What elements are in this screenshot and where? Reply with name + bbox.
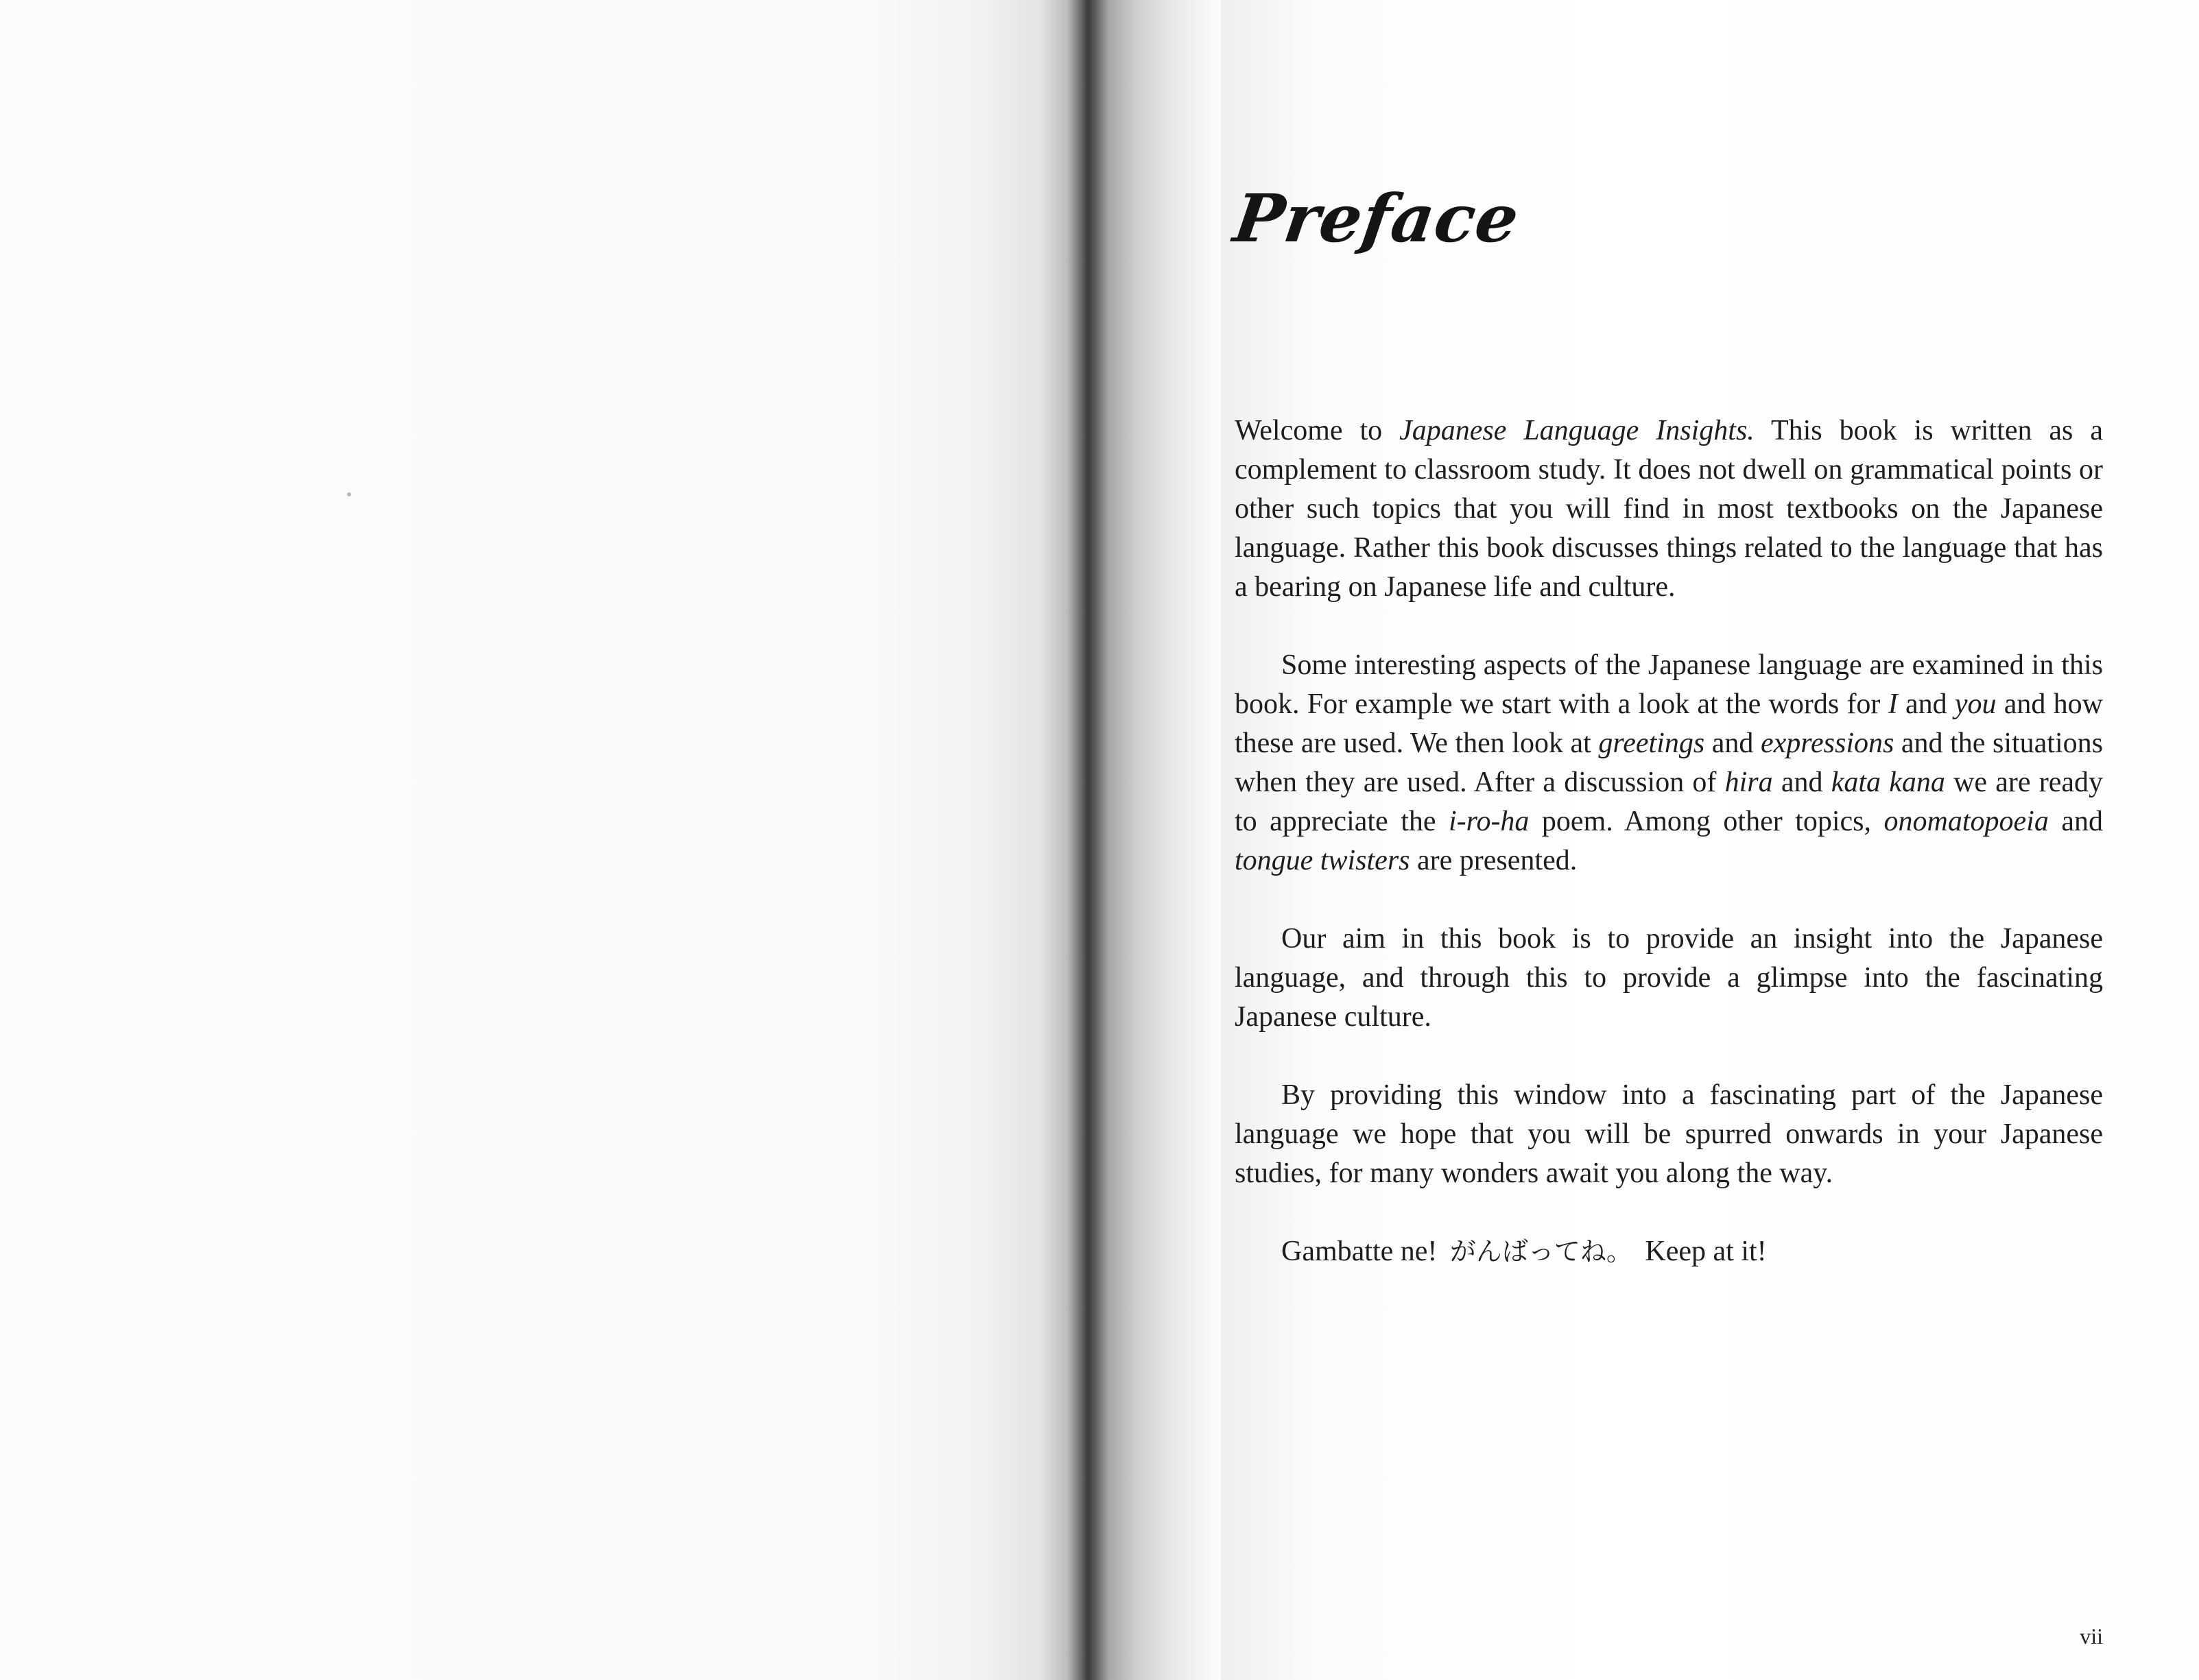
text-segment: we are ready to appreciate the [1235, 767, 2104, 837]
italic-term: you [1954, 688, 1997, 720]
book-gutter-shadow [988, 0, 1221, 1680]
page-number: vii [2080, 1624, 2103, 1648]
italic-term: greetings [1598, 728, 1705, 759]
text-segment: and [1772, 767, 1831, 798]
blank-left-page [0, 0, 1070, 1680]
italic-term: hira [1724, 767, 1773, 798]
text-segment: and how these are used. We then look at [1235, 688, 2103, 759]
text-segment: poem. Among other topics, [1529, 806, 1884, 837]
italic-term: I [1888, 688, 1898, 720]
preface-body [1235, 411, 2103, 1271]
page-title: Preface [1229, 180, 1524, 257]
closing-japanese: がんばってね。 [1449, 1236, 1632, 1267]
italic-term: i-ro-ha [1449, 806, 1530, 837]
text-segment: Welcome to [1235, 415, 1400, 446]
paragraph-aim: Our aim in this book is to provide an insight into the Japanese language, and through this to provide a glimpse into the fascinating Japanese culture. [1235, 923, 2103, 1033]
text-segment: are presented. [1410, 845, 1578, 876]
paragraph-window: By providing this window into a fascinating part of the Japanese language we hope that you will be spurred onwards in your Japanese studies, for many wonders await you along the way. [1235, 1079, 2103, 1189]
closing-romaji: Gambatte ne! [1281, 1236, 1438, 1267]
text-segment: and [1897, 688, 1955, 720]
italic-term: onomatopoeia [1883, 806, 2049, 837]
closing-line [1235, 1232, 2103, 1271]
text-segment: and [1704, 728, 1761, 759]
paragraph-welcome [1235, 411, 2103, 607]
text-segment: This book is written as a complement to classroom study. It does not dwell on grammatical points or other such topics that you will find in most textbooks on the Japanese language. Rather this book discusses things related to the language that has a bearing on Japanese life and culture. [1235, 415, 2103, 603]
text-segment: and [2048, 806, 2103, 837]
book-title-italic: Japanese Language Insights. [1399, 415, 1755, 446]
closing-english: Keep at it! [1645, 1236, 1767, 1267]
paragraph-aspects [1235, 646, 2103, 880]
italic-term: tongue twisters [1235, 845, 1410, 876]
paper-speck [347, 492, 351, 496]
italic-term: expressions [1760, 728, 1894, 759]
text-segment: and the situations when they are used. After a discussion of [1235, 728, 2103, 798]
text-segment: Some interesting aspects of the Japanese language are examined in this book. For example we start with a look at the words for [1235, 649, 2103, 720]
italic-term: kata kana [1831, 767, 1945, 798]
